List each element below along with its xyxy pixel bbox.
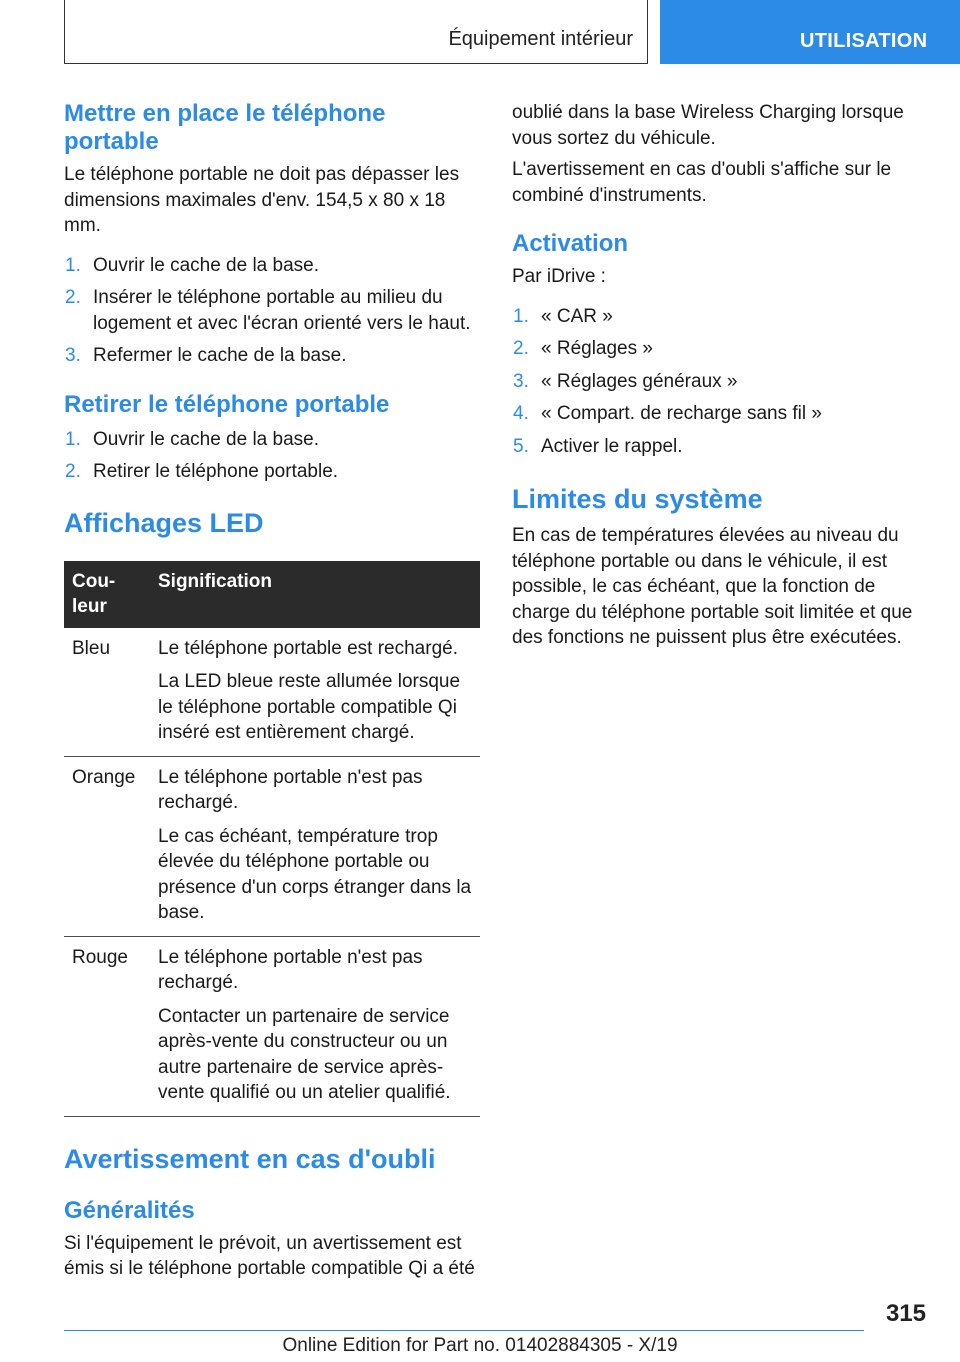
table-row [64, 756, 480, 936]
activation-heading: Activation [512, 230, 629, 257]
table-header-row [64, 561, 480, 628]
right-column [512, 100, 928, 651]
place-phone-text: Le téléphone portable ne doit pas dépasser les dimensions maximales d'env. 154,5 x 80 x 18 mm. [64, 164, 460, 236]
system-limits-heading: Limites du système [512, 484, 763, 514]
led-color-cell: Bleu [64, 628, 150, 757]
table-row [64, 628, 480, 757]
system-limits-text: En cas de températures élevées au niveau du téléphone portable ou dans le véhicule, il est possible, le cas échéant, que la fonction de charge du téléphone portable soit limitée et que des fonctions ne puissent plus être exécutées. [512, 525, 913, 648]
footer-edition-text: Online Edition for Part no. 01402884305 - X/19 [282, 1335, 678, 1356]
forget-warning-continued-text: oublié dans la base Wireless Charging lorsque vous sortez du véhicule. [512, 102, 904, 149]
place-phone-heading: Mettre en place le téléphone portable [64, 100, 386, 155]
led-meaning-cell: Le téléphone portable n'est pas rechargé. Contacter un partenaire de service après-vente du constructeur ou un autre partenaire de service après-vente qualifié ou un atelier qualifié. [150, 936, 480, 1116]
list-item: 5. Activer le rappel. [513, 435, 683, 457]
header-chapter-title: UTILISATION [800, 30, 928, 52]
led-meaning-cell: Le téléphone portable est rechargé. La LED bleue reste allumée lorsque le téléphone portable compatible Qi inséré est entièrement chargé. [150, 628, 480, 757]
list-item: 2. « Réglages » [513, 338, 653, 359]
led-heading: Affichages LED [64, 507, 264, 538]
activation-intro: Par iDrive : [512, 266, 606, 287]
list-item: 1. Ouvrir le cache de la base. [65, 428, 320, 450]
remove-phone-heading: Retirer le téléphone portable [64, 390, 390, 418]
activation-steps [512, 304, 928, 460]
page-number: 315 [885, 1300, 926, 1327]
left-column [64, 100, 480, 1282]
header-section-title: Équipement intérieur [448, 28, 633, 50]
general-heading: Généralités [64, 1196, 195, 1224]
list-item: 2. Retirer le téléphone portable. [65, 461, 339, 482]
forget-warning-display-text: L'avertissement en cas d'oubli s'affiche sur le combiné d'instruments. [512, 159, 892, 206]
list-item: 3. Refermer le cache de la base. [65, 345, 347, 366]
column-header-color: Cou-leur [64, 561, 150, 628]
list-item: 1. « CAR » [513, 305, 613, 327]
table-row [64, 936, 480, 1116]
footer-divider [64, 1330, 864, 1331]
list-item: 2. Insérer le téléphone portable au milieu du logement et avec l'écran orienté vers le haut. [65, 287, 471, 334]
header-section-box [64, 0, 648, 64]
column-header-meaning: Signification [150, 561, 480, 628]
list-item: 3. « Réglages généraux » [513, 370, 738, 392]
list-item: 1. Ouvrir le cache de la base. [65, 254, 320, 276]
remove-phone-steps [64, 427, 480, 485]
led-color-cell: Rouge [64, 936, 150, 1116]
header-chapter-tab [660, 0, 960, 64]
general-text: Si l'équipement le prévoit, un avertissement est émis si le téléphone portable compatible Qi a été [64, 1232, 475, 1279]
led-meaning-cell: Le téléphone portable n'est pas rechargé. Le cas échéant, température trop élevée du téléphone portable ou présence d'un corps étranger dans la base. [150, 756, 480, 936]
led-table [64, 561, 480, 1117]
list-item: 4. « Compart. de recharge sans fil » [513, 403, 822, 424]
place-phone-steps [64, 253, 480, 369]
forget-warning-heading: Avertissement en cas d'oubli [64, 1143, 436, 1174]
led-color-cell: Orange [64, 756, 150, 936]
